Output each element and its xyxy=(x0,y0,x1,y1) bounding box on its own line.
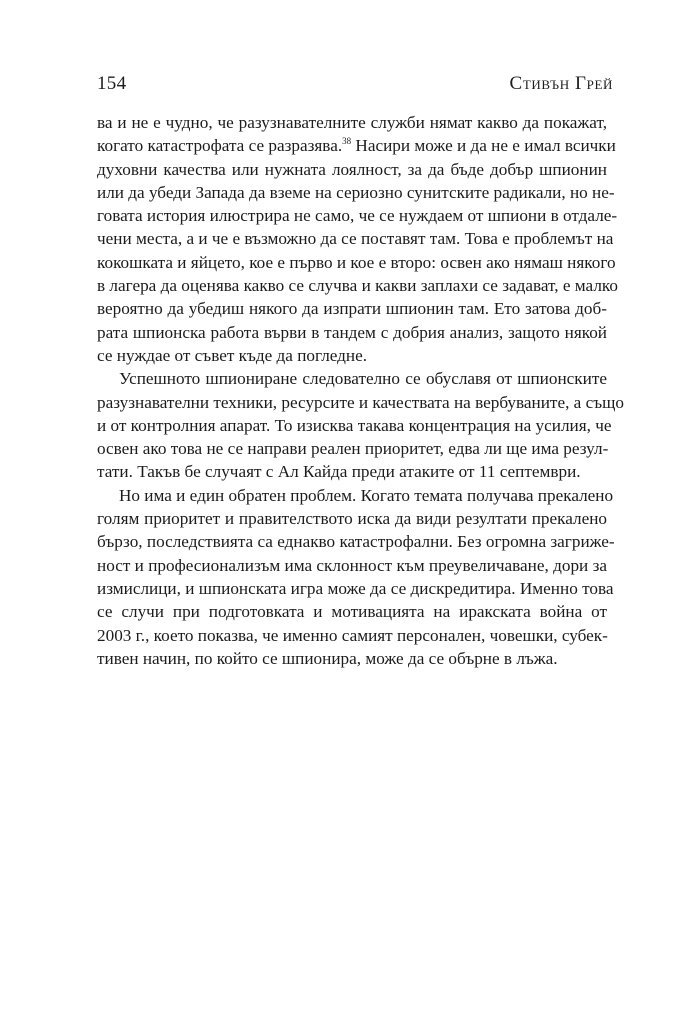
text-line: 2003 г., което показва, че именно самият персонален, човешки, субек- xyxy=(97,625,608,645)
text-line: голям приоритет и правителството иска да види резултати прекалено xyxy=(97,509,607,529)
text-line: или да убеди Запада да вземе на сериозно сунитските радикали, но не- xyxy=(97,182,615,202)
text-line: и от контролния апарат. То изисква такава концентрация на усилия, че xyxy=(97,415,612,435)
text-line-with-footnote xyxy=(97,134,616,157)
body-text xyxy=(97,111,624,670)
text-line: рата шпионска работа върви в тандем с добрия анализ, защото някой xyxy=(97,322,607,342)
text-line: в лагера да оценява какво се случва и какви заплахи се задават, е малко xyxy=(97,276,618,296)
text-line: бързо, последствията са еднакво катастрофални. Без огромна загриже- xyxy=(97,532,615,552)
text-line: ност и професионализъм има склонност към преувеличаване, дори за xyxy=(97,555,607,575)
footnote-reference: 38 xyxy=(342,136,352,147)
text-line: говата история илюстрира не само, че се нуждаем от шпиони в отдале- xyxy=(97,206,618,226)
text-line: духовни качества или нужната лоялност, за да бъде добър шпионин xyxy=(97,159,607,179)
running-head: Стивън Грей xyxy=(509,73,613,94)
text-segment: когато катастрофата се разразява. xyxy=(97,136,343,156)
text-line: се нуждае от съвет къде да погледне. xyxy=(97,345,368,365)
text-line: разузнавателни техники, ресурсите и качествата на вербуваните, а също xyxy=(97,392,624,412)
text-line: Но има и един обратен проблем. Когато темата получава прекалено xyxy=(119,485,614,505)
text-line: измислици, и шпионската игра може да се дискредитира. Именно това xyxy=(97,578,614,598)
text-line: Успешното шпиониране следователно се обуславя от шпионските xyxy=(119,369,607,389)
page-number: 154 xyxy=(97,73,127,94)
text-line: се случи при подготовката и мотивацията на иракската война от xyxy=(97,602,607,622)
text-line: тивен начин, по който се шпионира, може да се обърне в лъжа. xyxy=(97,648,558,668)
text-line: кокошката и яйцето, кое е първо и кое е второ: освен ако нямаш някого xyxy=(97,252,616,272)
text-line: тати. Такъв бе случаят с Ал Кайда преди атаките от 11 септември. xyxy=(97,462,581,482)
text-line: освен ако това не се направи реален приоритет, едва ли ще има резул- xyxy=(97,439,609,459)
text-segment: Насири може и да не е имал всички xyxy=(351,136,616,156)
text-line: ва и не е чудно, че разузнавателните служби нямат какво да покажат, xyxy=(97,113,607,132)
text-line: вероятно да убедиш някого да изпрати шпионин там. Ето затова доб- xyxy=(97,299,607,319)
text-line: чени места, а и че е възможно да се поставят там. Това е проблемът на xyxy=(97,229,614,249)
